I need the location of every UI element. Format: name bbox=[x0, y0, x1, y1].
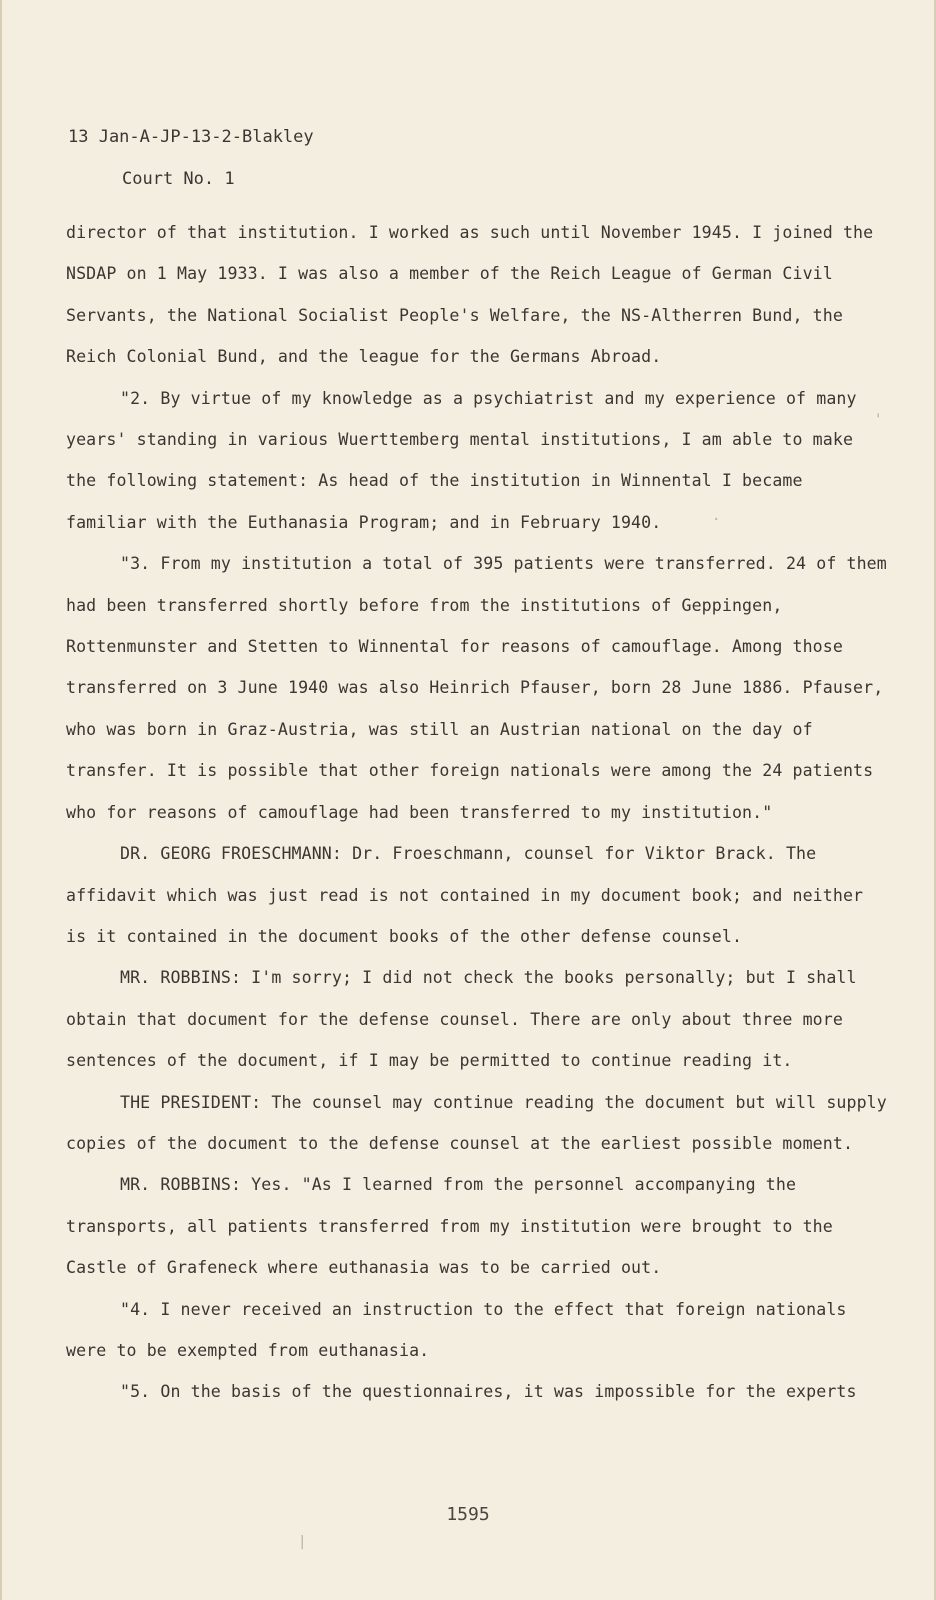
paragraph-4: DR. GEORG FROESCHMANN: Dr. Froeschmann, counsel for Viktor Brack. The affidavit which was just read is not contained in my document book; and neither is it contained in the document books of the other defense counsel. bbox=[66, 844, 864, 946]
paragraph-5: MR. ROBBINS: I'm sorry; I did not check the books personally; but I shall obtain that document for the defense counsel. There are only about three more sentences of the document, if I may be permitted to continue reading it. bbox=[66, 968, 857, 1071]
paper-speck: ' bbox=[874, 412, 883, 428]
paper-speck: | bbox=[298, 1534, 307, 1550]
document-header bbox=[68, 116, 314, 200]
paragraph-9: "5. On the basis of the questionnaires, it was impossible for the experts bbox=[120, 1382, 857, 1402]
paper-speck: · bbox=[712, 512, 721, 528]
paragraph-1: director of that institution. I worked as such until November 1945. I joined the NSDAP on 1 May 1933. I was also a member of the Reich League of German Civil Servants, the National Socialist People's Welfare, the NS-Altherren Bund, the Reich Colonial Bund, and the league for the Germans Abroad. bbox=[66, 223, 874, 367]
paragraph-8: "4. I never received an instruction to the effect that foreign nationals were to be exempted from euthanasia. bbox=[66, 1299, 847, 1360]
paragraph-6: THE PRESIDENT: The counsel may continue reading the document but will supply copies of the document to the defense counsel at the earliest possible moment. bbox=[66, 1092, 887, 1153]
page-number: 1595 bbox=[446, 1504, 490, 1525]
header-reference: 13 Jan-A-JP-13-2-Blakley bbox=[68, 127, 314, 147]
paragraph-7: MR. ROBBINS: Yes. "As I learned from the personnel accompanying the transports, all patients transferred from my institution were brought to the Castle of Grafeneck where euthanasia was to be carried out. bbox=[66, 1175, 833, 1278]
transcript-body bbox=[66, 212, 892, 1413]
paragraph-2: "2. By virtue of my knowledge as a psychiatrist and my experience of many years' standing in various Wuerttemberg mental institutions, I am able to make the following statement: As head of the institution in Winnental I became familiar with the Euthanasia Program; and in February 1940. bbox=[66, 388, 857, 532]
paragraph-3: "3. From my institution a total of 395 patients were transferred. 24 of them had been transferred shortly before from the institutions of Geppingen, Rottenmunster and Stetten to Winnental for reasons of camouflage. Among those transferred on 3 June 1940 was also Heinrich Pfauser, born 28 June 1886. Pfauser, who was born in Graz-Austria, was still an Austrian national on the day of transfer. It is possible that other foreign nationals were among the 24 patients who for reasons of camouflage had been transferred to my institution." bbox=[66, 554, 887, 822]
header-court: Court No. 1 bbox=[122, 169, 235, 189]
